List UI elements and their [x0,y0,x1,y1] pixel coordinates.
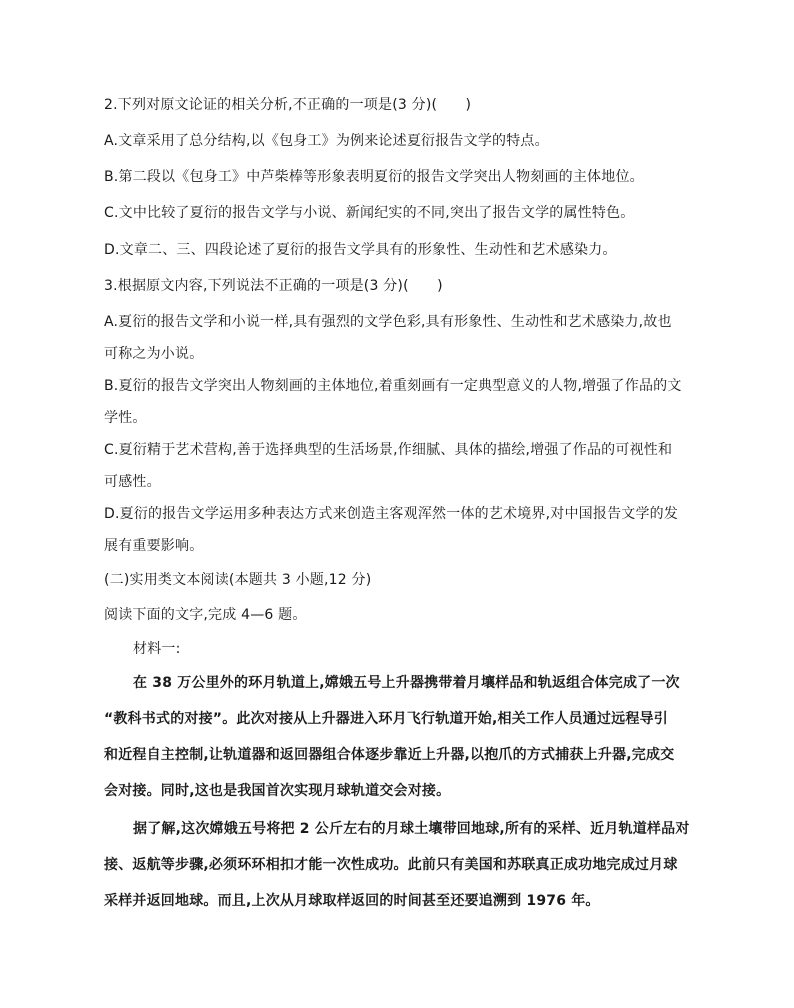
paragraph-1-line-2: “教科书式的对接”。此次对接从上升器进入环月飞行轨道开始,相关工作人员通过远程导引 [104,711,668,727]
question-2-option-d: D.文章二、三、四段论述了夏衍的报告文学具有的形象性、生动性和艺术感染力。 [104,242,617,258]
paragraph-1-line-3: 和近程自主控制,让轨道器和返回器组合体逐步靠近上升器,以抱爪的方式捕获上升器,完成交 [104,747,675,763]
question-3-option-a: A.夏衍的报告文学和小说一样,具有强烈的文学色彩,具有形象性、生动性和艺术感染力,故也 [104,314,672,330]
material-label: 材料一: [133,641,181,657]
question-2-option-c: C.文中比较了夏衍的报告文学与小说、新闻纪实的不同,突出了报告文学的属性特色。 [104,205,635,221]
paragraph-2-line-1: 据了解,这次嫦娥五号将把 2 公斤左右的月球土壤带回地球,所有的采样、近月轨道样品对 [133,821,690,837]
question-3-option-c-cont: 可感性。 [104,474,161,490]
paragraph-2-line-2: 接、返航等步骤,必须环环相扣才能一次性成功。此前只有美国和苏联真正成功地完成过月球 [104,857,678,873]
paragraph-2-line-3: 采样并返回地球。而且,上次从月球取样返回的时间甚至还要追溯到 1976 年。 [104,893,600,909]
question-3-option-d: D.夏衍的报告文学运用多种表达方式来创造主客观浑然一体的艺术境界,对中国报告文学的发 [104,506,679,522]
section-heading: (二)实用类文本阅读(本题共 3 小题,12 分) [104,572,372,588]
question-2-stem: 2.下列对原文论证的相关分析,不正确的一项是(3 分)( ) [104,97,472,113]
question-3-option-c: C.夏衍精于艺术营构,善于选择典型的生活场景,作细腻、具体的描绘,增强了作品的可视性和 [104,442,673,458]
question-2-option-b: B.第二段以《包身工》中芦柴棒等形象表明夏衍的报告文学突出人物刻画的主体地位。 [104,169,644,185]
reading-instruction: 阅读下面的文字,完成 4—6 题。 [104,607,307,623]
question-3-option-b: B.夏衍的报告文学突出人物刻画的主体地位,着重刻画有一定典型意义的人物,增强了作品的文 [104,378,682,394]
paragraph-1-line-4: 会对接。同时,这也是我国首次实现月球轨道交会对接。 [104,783,451,799]
question-3-stem: 3.根据原文内容,下列说法不正确的一项是(3 分)( ) [104,278,443,294]
question-3-option-d-cont: 展有重要影响。 [104,538,204,554]
question-2-option-a: A.文章采用了总分结构,以《包身工》为例来论述夏衍报告文学的特点。 [104,133,549,149]
question-3-option-b-cont: 学性。 [104,410,147,426]
paragraph-1-line-1: 在 38 万公里外的环月轨道上,嫦娥五号上升器携带着月壤样品和轨返组合体完成了一次 [133,675,680,691]
question-3-option-a-cont: 可称之为小说。 [104,346,204,362]
